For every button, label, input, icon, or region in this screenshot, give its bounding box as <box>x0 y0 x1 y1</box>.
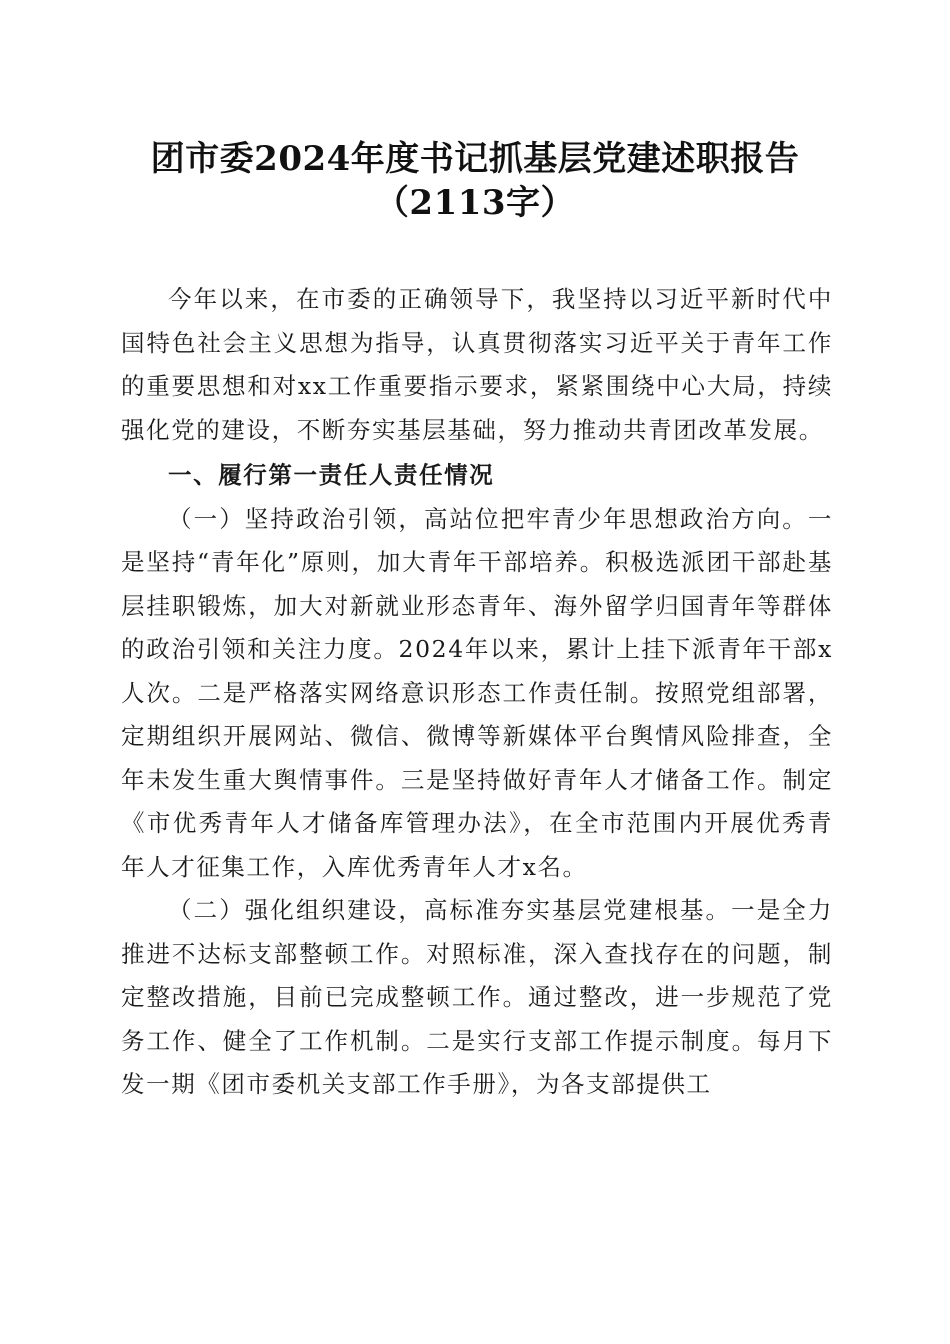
body-paragraph: （一）坚持政治引领，高站位把牢青少年思想政治方向。一是坚持“青年化”原则，加大青年干部培养。积极选派团干部赴基层挂职锻炼，加大对新就业形态青年、海外留学归国青年等群体的政治引领和关注力度。2024年以来，累计上挂下派青年干部x人次。二是严格落实网络意识形态工作责任制。按照党组部署，定期组织开展网站、微信、微博等新媒体平台舆情风险排查，全年未发生重大舆情事件。三是坚持做好青年人才储备工作。制定《市优秀青年人才储备库管理办法》，在全市范围内开展优秀青年人才征集工作，入库优秀青年人才x名。 <box>121 504 833 881</box>
section-heading: 一、履行第一责任人责任情况 <box>168 461 495 489</box>
document-title: 团市委2024年度书记抓基层党建述职报告 <box>150 139 800 179</box>
document-subtitle-word-count: （2113字） <box>374 183 576 223</box>
intro-paragraph: 今年以来，在市委的正确领导下，我坚持以习近平新时代中国特色社会主义思想为指导，认真贯彻落实习近平关于青年工作的重要思想和对xx工作重要指示要求，紧紧围绕中心大局，持续强化党的建设，不断夯实基层基础，努力推动共青团改革发展。 <box>121 285 833 444</box>
document-body <box>121 278 833 1107</box>
body-paragraph: （二）强化组织建设，高标准夯实基层党建根基。一是全力推进不达标支部整顿工作。对照标准，深入查找存在的问题，制定整改措施，目前已完成整顿工作。通过整改，进一步规范了党务工作、健全了工作机制。二是实行支部工作提示制度。每月下发一期《团市委机关支部工作手册》，为各支部提供工 <box>121 896 833 1098</box>
